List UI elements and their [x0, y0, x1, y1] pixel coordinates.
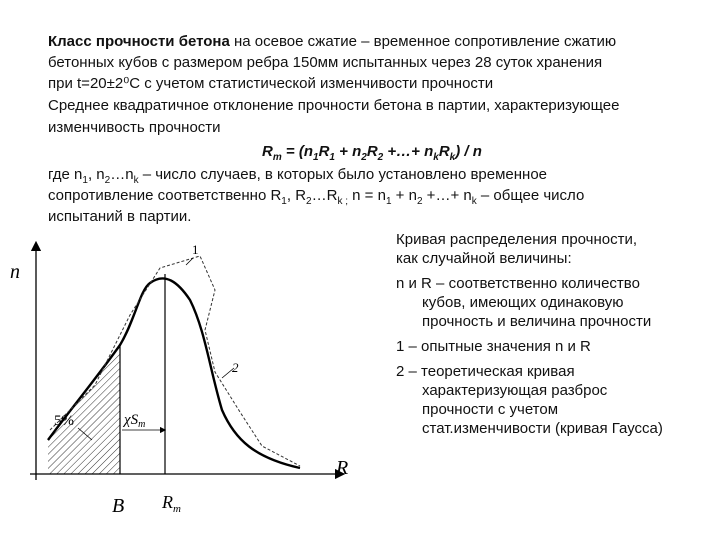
text: на осевое сжатие – временное сопротивление сжатию [229, 33, 617, 50]
label-chi: $\chi S_m$ [124, 412, 146, 430]
paragraph-line: при t=20±2⁰C с учетом статистической изменчивости прочности [48, 75, 494, 92]
graph-legend [396, 230, 706, 438]
legend-line: характеризующая разброс [422, 382, 608, 399]
formula: $R_m = (n_1R_1 + n_2R_2$ +…+ $n_kR_k$) / n [262, 143, 482, 163]
label-2: 2 [232, 360, 239, 375]
paragraph-line: сопротивление соответственно $R_1$, $R_2\dots R_{k ;}$ $n = n_1 + n_2$ +…+ $n_k$ – общее число [48, 187, 585, 207]
legend-line: прочность и величина прочности [422, 313, 652, 330]
paragraph-line: бетонных кубов с размером ребра 150мм испытанных через 28 суток хранения [48, 54, 603, 71]
paragraph-line: Среднее квадратичное отклонение прочности бетона в партии, характеризующее [48, 97, 620, 114]
rm-label: $R_m$ [162, 492, 181, 515]
legend-line: n и R – соответственно количество [396, 275, 640, 292]
legend-line: 1 – опытные значения n и R [396, 338, 591, 355]
axis-x-label: R [336, 457, 349, 479]
legend-line: как случайной величины: [396, 250, 572, 267]
heading-bold: Класс прочности бетона [48, 33, 230, 50]
paragraph-line: изменчивость прочности [48, 119, 221, 136]
legend-line: Кривая распределения прочности, [396, 231, 638, 248]
axis-y-label: n [10, 261, 20, 283]
b-label: B [112, 495, 125, 517]
legend-line: стат.изменчивости (кривая Гаусса) [422, 420, 663, 437]
paragraph-line: испытаний в партии. [48, 208, 192, 225]
paragraph-line: где $n_1$, $n_2\dots n_k$ – число случаев, в которых было установлено временное [48, 166, 548, 186]
legend-line: 2 – теоретическая кривая [396, 363, 575, 380]
label-1: 1 [192, 242, 199, 257]
leader-1 [186, 258, 193, 265]
hatched-area [48, 345, 120, 474]
legend-line: прочности с учетом [422, 401, 559, 418]
label-5pct: 5% [54, 413, 74, 429]
legend-line: кубов, имеющих одинаковую [422, 294, 624, 311]
